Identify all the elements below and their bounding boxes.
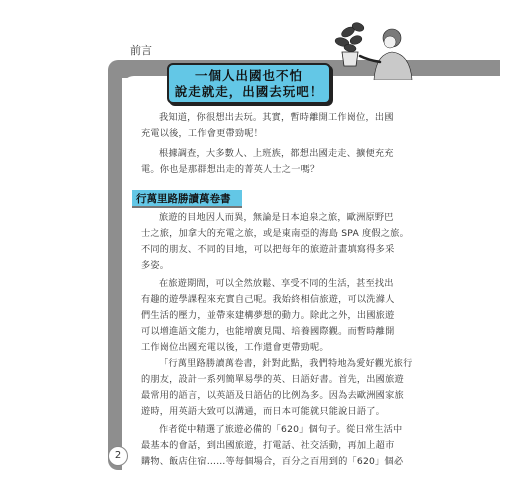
section-line: 作者從中精選了旅遊必備的「620」個句子。從日常生活中 [159,424,403,435]
intro-line: 根據調查，大多數人、上班族，都想出國走走、擴便充充 [159,148,394,159]
page-number: 2 [108,446,128,466]
content-frame-left [108,60,122,470]
section-line: 可以增進語文能力，也能增廣見聞、培養國際觀。而暫時離開 [141,326,395,337]
section-line: 們生活的壓力，並帶來建構夢想的動力。除此之外，出國旅遊 [141,310,395,321]
intro-line: 我知道，你很想出去玩。其實，暫時離開工作崗位，出國 [159,112,394,123]
intro-line: 充電以後，工作會更帶勁呢！ [141,128,264,139]
section-line: 的朋友，設計一系列簡單易學的英、日語好書。首先，出國旅遊 [141,374,404,385]
woman-with-potted-plant-illustration [330,18,420,80]
section-heading [132,190,242,208]
section-heading-text: 行萬里路勝讀萬卷書 [136,193,231,205]
title-line-2: 說走就走，出國去玩吧！ [174,84,324,99]
section-line: 最常用的語言，以英語及日語佔的比例為多。因為去歐洲國家旅 [141,390,404,401]
section-line: 有趣的遊學課程來充實自己呢。我始終相信旅遊，可以洗滌人 [141,294,395,305]
section-line: 工作崗位出國充電以後，工作還會更帶勁呢。 [141,342,329,353]
intro-line: 電。你也是那群想出走的菁英人士之一嗎？ [141,164,320,175]
section-line: 多姿。 [141,260,170,271]
section-line: 旅遊的目地因人而異，無論是日本追泉之旅，歐洲原野巴 [159,212,394,223]
title-line-1: 一個人出國也不怕 [194,68,303,83]
section-line: 最基本的會話，到出國旅遊，打電話、社交活動，再加上超市 [141,440,395,451]
section-line: 購物、飯店住宿……等每個場合，百分之百用到的「620」個必 [141,456,404,467]
section-line: 「行萬里路勝讀萬卷書，針對此點，我們特地為愛好觀光旅行 [159,358,413,369]
section-line: 遊時，用英語大致可以溝通，而日本可能就只能說日語了。 [141,406,386,417]
section-line: 士之旅，加拿大的充電之旅，或是東南亞的海島 SPA 度假之旅。 [141,228,409,239]
title-banner [167,63,331,104]
section-line: 在旅遊期間，可以全然放鬆、享受不同的生活，甚至找出 [159,278,394,289]
section-line: 不同的朋友、不同的目地，可以把每年的旅遊計畫填寫得多采 [141,244,395,255]
preface-label: 前言 [130,44,152,57]
